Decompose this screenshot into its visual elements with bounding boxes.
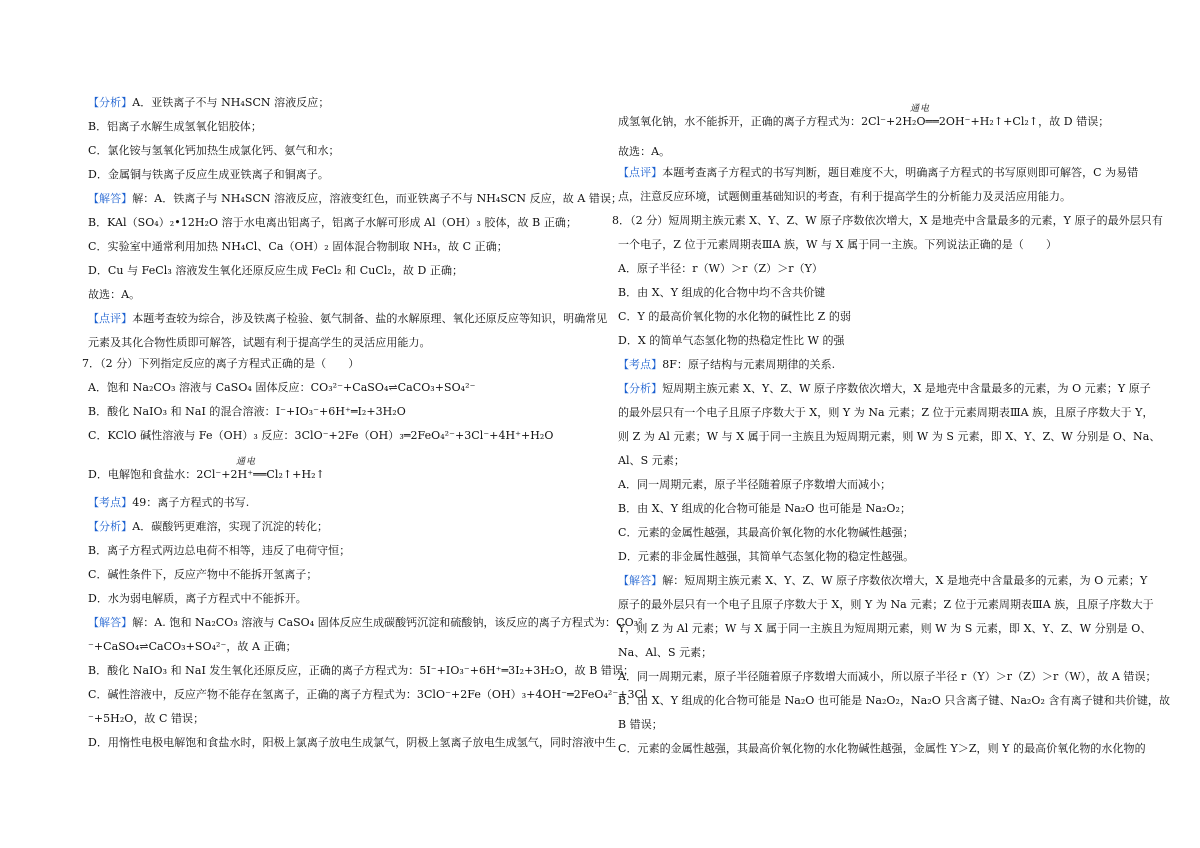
text-line (618, 238, 1057, 252)
line-text: C．氯化铵与氢氧化钙加热生成氯化钙、氨气和水； (88, 144, 340, 157)
text-line (88, 468, 325, 482)
line-text: D．元素的非金属性越强，其简单气态氢化物的稳定性越强。 (618, 550, 915, 563)
section-tag: 【分析】 (88, 96, 133, 109)
text-line (618, 406, 1154, 420)
text-line (618, 358, 835, 372)
text-line (88, 664, 634, 678)
section-tag: 【分析】 (618, 382, 663, 395)
line-text: D．用惰性电极电解饱和食盐水时，阳极上氯离子放电生成氯气，阴极上氢离子放电生成氢气，同时溶液中生 (88, 736, 617, 749)
line-text: 解：短周期主族元素 X、Y、Z、W 原子序数依次增大，X 是地壳中含量最多的元素，为 O 元素；Y (662, 574, 1148, 587)
line-text: A．原子半径：r（W）＞r（Z）＞r（Y） (618, 262, 823, 275)
text-line (618, 286, 825, 300)
text-line (88, 312, 607, 326)
text-line (88, 712, 204, 726)
question-line (82, 357, 359, 371)
text-line (618, 526, 914, 540)
line-text: 解：A. 饱和 Na₂CO₃ 溶液与 CaSO₄ 固体反应生成碳酸钙沉淀和硫酸钠，该反应的离子方程式为：CO₃² (132, 616, 643, 629)
text-line (88, 381, 475, 395)
line-text: A．碳酸钙更难溶，实现了沉淀的转化； (132, 520, 329, 533)
text-line (88, 688, 647, 702)
text-line (88, 192, 622, 206)
line-text: Y，则 Z 为 Al 元素；W 与 X 属于同一主族且为短周期元素，则 W 为 S 元素，即 X、Y、Z、W 分别是 O、 (618, 622, 1152, 635)
right-column (612, 0, 1171, 848)
line-text: 短周期主族元素 X、Y、Z、W 原子序数依次增大，X 是地壳中含量最多的元素，为 O 元素；Y 原子 (662, 382, 1151, 395)
line-text: ⁻+CaSO₄⇌CaCO₃+SO₄²⁻，故 A 正确； (88, 640, 297, 653)
line-text: 解：A．铁离子与 NH₄SCN 溶液反应，溶液变红色，而亚铁离子不与 NH₄SCN 反应，故 A 错误； (132, 192, 623, 205)
line-text: B．酸化 NaIO₃ 和 NaI 发生氧化还原反应，正确的离子方程式为：5I⁻+IO₃⁻+6H⁺═3I₂+3H₂O，故 B 错误； (88, 664, 635, 677)
line-text: B．铝离子水解生成氢氧化铝胶体； (88, 120, 262, 133)
line-text: A．亚铁离子不与 NH₄SCN 溶液反应； (132, 96, 330, 109)
line-text: 8．（2 分）短周期主族元素 X、Y、Z、W 原子序数依次增大，X 是地壳中含量最多的元素，Y 原子的最外层只有 (612, 214, 1163, 227)
text-line (618, 190, 1071, 204)
section-tag: 【解答】 (88, 616, 133, 629)
line-text: 的最外层只有一个电子且原子序数大于 X，则 Y 为 Na 元素；Z 位于元素周期表ⅢA 族，且原子序数大于 Y， (618, 406, 1154, 419)
text-line (88, 96, 329, 110)
line-text: A．同一周期元素，原子半径随着原子序数增大而减小； (618, 478, 892, 491)
text-line (618, 262, 823, 276)
text-line (618, 550, 914, 564)
line-text: 8F：原子结构与元素周期律的关系. (662, 358, 836, 371)
text-line (618, 166, 1138, 180)
text-line (618, 310, 851, 324)
text-line (618, 382, 1151, 396)
text-line (618, 145, 670, 159)
text-line (88, 616, 643, 630)
line-text: D．金属铜与铁离子反应生成亚铁离子和铜离子。 (88, 168, 329, 181)
electrolysis-condition-left: 通电 (236, 457, 257, 467)
line-text: D．X 的简单气态氢化物的热稳定性比 W 的强 (618, 334, 845, 347)
text-line (618, 694, 1170, 708)
line-text: 元素及其化合物性质即可解答，试题有利于提高学生的灵活应用能力。 (88, 336, 431, 349)
line-text: B．由 X、Y 组成的化合物可能是 Na₂O 也可能是 Na₂O₂，Na₂O 只含离子键、Na₂O₂ 含有离子键和共价键，故 (618, 694, 1171, 707)
line-text: Al、S 元素； (618, 454, 685, 467)
line-text: D．电解饱和食盐水：2Cl⁻+2H⁺══Cl₂↑+H₂↑ (88, 468, 325, 481)
text-line (88, 288, 140, 302)
line-text: 本题考查离子方程式的书写判断，题目难度不大，明确离子方程式的书写原则即可解答，C 为易错 (662, 166, 1139, 179)
section-tag: 【考点】 (88, 496, 133, 509)
text-line (618, 115, 1109, 129)
line-text: 一个电子，Z 位于元素周期表ⅢA 族，W 与 X 属于同一主族。下列说法正确的是（ ） (618, 238, 1058, 251)
text-line (88, 144, 340, 158)
line-text: C．KClO 碱性溶液与 Fe（OH）₃ 反应：3ClO⁻+2Fe（OH）₃═2FeO₄²⁻+3Cl⁻+4H⁺+H₂O (88, 429, 554, 442)
line-text: A．同一周期元素，原子半径随着原子序数增大而减小，所以原子半径 r（Y）＞r（Z）＞r（W），故 A 错误； (618, 670, 1157, 683)
text-line (88, 429, 553, 443)
line-text: C．实验室中通常利用加热 NH₄Cl、Ca（OH）₂ 固体混合物制取 NH₃，故 C 正确； (88, 240, 508, 253)
text-line (618, 598, 1154, 612)
text-line (618, 622, 1151, 636)
line-text: 49：离子方程式的书写. (132, 496, 250, 509)
text-line (88, 405, 406, 419)
text-line (618, 430, 1160, 444)
line-text: B．由 X、Y 组成的化合物中均不含共价键 (618, 286, 826, 299)
text-line (88, 736, 616, 750)
line-text: 则 Z 为 Al 元素；W 与 X 属于同一主族且为短周期元素，则 W 为 S 元素，即 X、Y、Z、W 分别是 O、Na、 (618, 430, 1161, 443)
text-line (618, 742, 1146, 756)
text-line (88, 640, 297, 654)
text-line (618, 646, 712, 660)
text-line (88, 592, 307, 606)
line-text: D．Cu 与 FeCl₃ 溶液发生氧化还原反应生成 FeCl₂ 和 CuCl₂，故 D 正确； (88, 264, 464, 277)
line-text: 本题考查较为综合，涉及铁离子检验、氨气制备、盐的水解原理、氧化还原反应等知识，明确常见 (132, 312, 608, 325)
text-line (88, 168, 329, 182)
line-text: 点，注意反应环境，试题侧重基础知识的考查，有利于提高学生的分析能力及灵活应用能力。 (618, 190, 1072, 203)
text-line (618, 478, 891, 492)
line-text: C．碱性溶液中，反应产物不能存在氢离子，正确的离子方程式为：3ClO⁻+2Fe（OH）₃+4OH⁻═2FeO₄²⁻+3Cl (88, 688, 647, 701)
line-text: C．元素的金属性越强，其最高价氧化物的水化物碱性越强，金属性 Y＞Z，则 Y 的最高价氧化物的水化物的 (618, 742, 1146, 755)
section-tag: 【考点】 (618, 358, 663, 371)
line-text: 故选：A。 (618, 145, 671, 158)
electrolysis-condition-right: 通电 (910, 104, 931, 114)
text-line (618, 502, 911, 516)
text-line (88, 120, 262, 134)
line-text: C．元素的金属性越强，其最高价氧化物的水化物碱性越强； (618, 526, 914, 539)
line-text: C．碱性条件下，反应产物中不能拆开氢离子； (88, 568, 318, 581)
section-tag: 【分析】 (88, 520, 133, 533)
line-text: ⁻+5H₂O，故 C 错误； (88, 712, 205, 725)
line-text: 7．（2 分）下列指定反应的离子方程式正确的是（ ） (82, 357, 360, 370)
line-text: B 错误； (618, 718, 663, 731)
line-text: B．离子方程式两边总电荷不相等，违反了电荷守恒； (88, 544, 351, 557)
text-line (618, 334, 845, 348)
section-tag: 【解答】 (88, 192, 133, 205)
left-column (82, 0, 647, 848)
section-tag: 【点评】 (618, 166, 663, 179)
text-line (88, 336, 431, 350)
line-text: 故选：A。 (88, 288, 141, 301)
text-line (88, 216, 577, 230)
text-line (618, 670, 1157, 684)
line-text: A．饱和 Na₂CO₃ 溶液与 CaSO₄ 固体反应：CO₃²⁻+CaSO₄⇌CaCO₃+SO₄²⁻ (88, 381, 476, 394)
text-line (88, 240, 508, 254)
line-text: Na、Al、S 元素； (618, 646, 713, 659)
line-text: 成氢氧化钠，水不能拆开，正确的离子方程式为：2Cl⁻+2H₂O══2OH⁻+H₂↑+Cl₂↑，故 D 错误； (618, 115, 1110, 128)
text-line (88, 520, 328, 534)
text-line (618, 574, 1147, 588)
line-text: B．由 X、Y 组成的化合物可能是 Na₂O 也可能是 Na₂O₂； (618, 502, 911, 515)
text-line (88, 544, 350, 558)
text-line (618, 454, 685, 468)
line-text: D．水为弱电解质，离子方程式中不能拆开。 (88, 592, 307, 605)
line-text: B．KAl（SO₄）₂•12H₂O 溶于水电离出铝离子，铝离子水解可形成 Al（OH）₃ 胶体，故 B 正确； (88, 216, 577, 229)
question-line (612, 214, 1163, 228)
line-text: C．Y 的最高价氧化物的水化物的碱性比 Z 的弱 (618, 310, 852, 323)
text-line (88, 264, 463, 278)
text-line (88, 496, 249, 510)
section-tag: 【解答】 (618, 574, 663, 587)
section-tag: 【点评】 (88, 312, 133, 325)
line-text: 原子的最外层只有一个电子且原子序数大于 X，则 Y 为 Na 元素；Z 位于元素周期表ⅢA 族，且原子序数大于 (618, 598, 1154, 611)
line-text: B．酸化 NaIO₃ 和 NaI 的混合溶液：I⁻+IO₃⁻+6H⁺═I₂+3H₂O (88, 405, 406, 418)
text-line (88, 568, 317, 582)
text-line (618, 718, 663, 732)
